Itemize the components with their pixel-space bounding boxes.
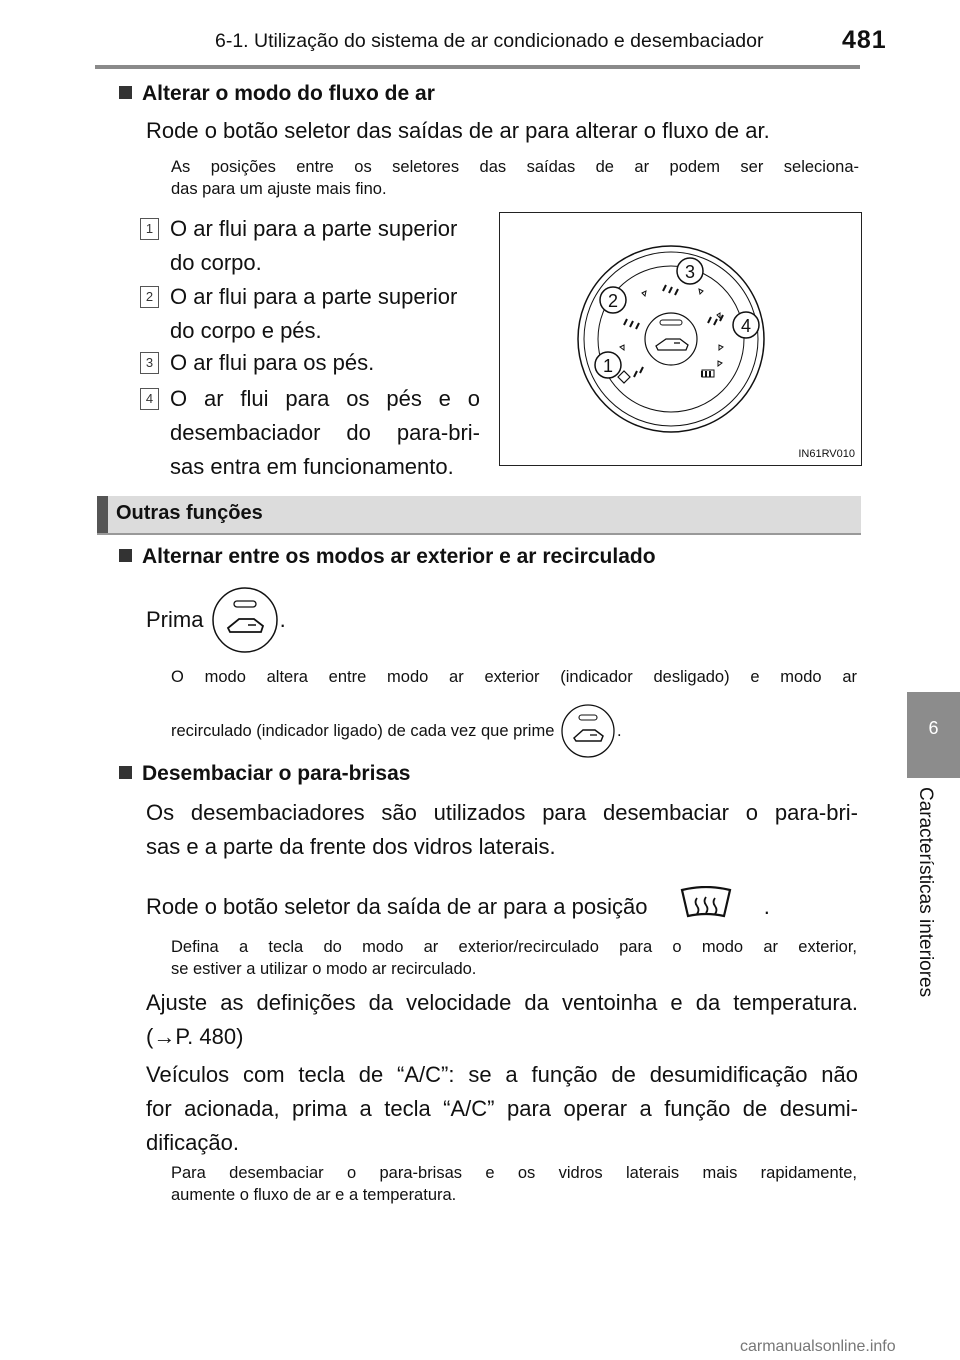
figure-code: IN61RV010 bbox=[798, 448, 855, 460]
section-underline bbox=[97, 533, 861, 535]
figure-label-3: 3 bbox=[684, 262, 696, 282]
airflow-dial-figure bbox=[499, 212, 862, 466]
airflow-dial-illustration bbox=[500, 213, 861, 465]
recirc-note-line2: recirculado (indicador ligado) de cada vez que prime . bbox=[171, 702, 622, 760]
item-number-badge: 4 bbox=[140, 388, 159, 410]
figure-label-2: 2 bbox=[607, 291, 619, 311]
airflow-item-3: 3 O ar flui para os pés. bbox=[140, 346, 480, 380]
defrost-note-1: Defina a tecla do modo ar exterior/recirculado para o modo ar exterior, se estiver a utilizar o modo ar recirculado. bbox=[171, 938, 857, 978]
defrost-paragraph-4: Veículos com tecla de “A/C”: se a função de desumidificação não for acionada, prima a tecla “A/C” para operar a função de desumi- dificação. bbox=[146, 1062, 858, 1155]
defrost-paragraph-3: Ajuste as definições da velocidade da ventoinha e da temperatura. (→P. 480) bbox=[146, 990, 858, 1049]
airflow-item-1: 1 O ar flui para a parte superior do corpo. bbox=[140, 212, 480, 280]
windshield-defroster-icon bbox=[676, 886, 736, 920]
heading-recirculation: Alternar entre os modos ar exterior e ar recirculado bbox=[119, 545, 656, 569]
square-bullet-icon bbox=[119, 549, 132, 562]
airflow-item-4: 4 O ar flui para os pés e o desembaciador do para-bri- sas entra em funcionamento. bbox=[140, 382, 480, 484]
recirc-note-line1: O modo altera entre modo ar exterior (indicador desligado) e modo ar bbox=[171, 668, 857, 686]
watermark: carmanualsonline.info bbox=[740, 1338, 896, 1355]
figure-label-4: 4 bbox=[740, 316, 752, 336]
airflow-item-2: 2 O ar flui para a parte superior do corpo e pés. bbox=[140, 280, 480, 348]
chapter-tab-title: Características interiores bbox=[915, 787, 936, 998]
figure-label-1: 1 bbox=[602, 356, 614, 376]
defrost-note-2: Para desembaciar o para-brisas e os vidros laterais mais rapidamente, aumente o fluxo de ar e a temperatura. bbox=[171, 1164, 857, 1204]
heading-airflow-mode: Alterar o modo do fluxo de ar bbox=[119, 82, 435, 106]
section-title: Outras funções bbox=[116, 502, 263, 524]
defrost-paragraph-1: Os desembaciadores são utilizados para desembaciar o para-bri- sas e a parte da frente dos vidros laterais. bbox=[146, 800, 858, 859]
item-number-badge: 2 bbox=[140, 286, 159, 308]
chapter-tab-number: 6 bbox=[928, 718, 939, 738]
item-number-badge: 3 bbox=[140, 352, 159, 374]
header-rule bbox=[95, 65, 860, 69]
recirculation-button-icon-small bbox=[559, 702, 617, 760]
square-bullet-icon bbox=[119, 86, 132, 99]
chapter-header-title: 6-1. Utilização do sistema de ar condicionado e desembaciador bbox=[215, 30, 764, 52]
square-bullet-icon bbox=[119, 766, 132, 779]
airflow-instruction: Rode o botão seletor das saídas de ar para alterar o fluxo de ar. bbox=[146, 118, 770, 143]
item-number-badge: 1 bbox=[140, 218, 159, 240]
airflow-note: As posições entre os seletores das saídas de ar podem ser seleciona- das para um ajuste mais fino. bbox=[171, 158, 859, 198]
heading-defrost: Desembaciar o para-brisas bbox=[119, 762, 410, 786]
defrost-paragraph-2: Rode o botão seletor da saída de ar para a posição . bbox=[146, 886, 770, 924]
page-number: 481 bbox=[842, 26, 887, 54]
recirculation-button-icon bbox=[210, 585, 280, 655]
recirc-press-line: Prima . bbox=[146, 585, 286, 655]
section-header-outras-funcoes bbox=[97, 496, 861, 534]
